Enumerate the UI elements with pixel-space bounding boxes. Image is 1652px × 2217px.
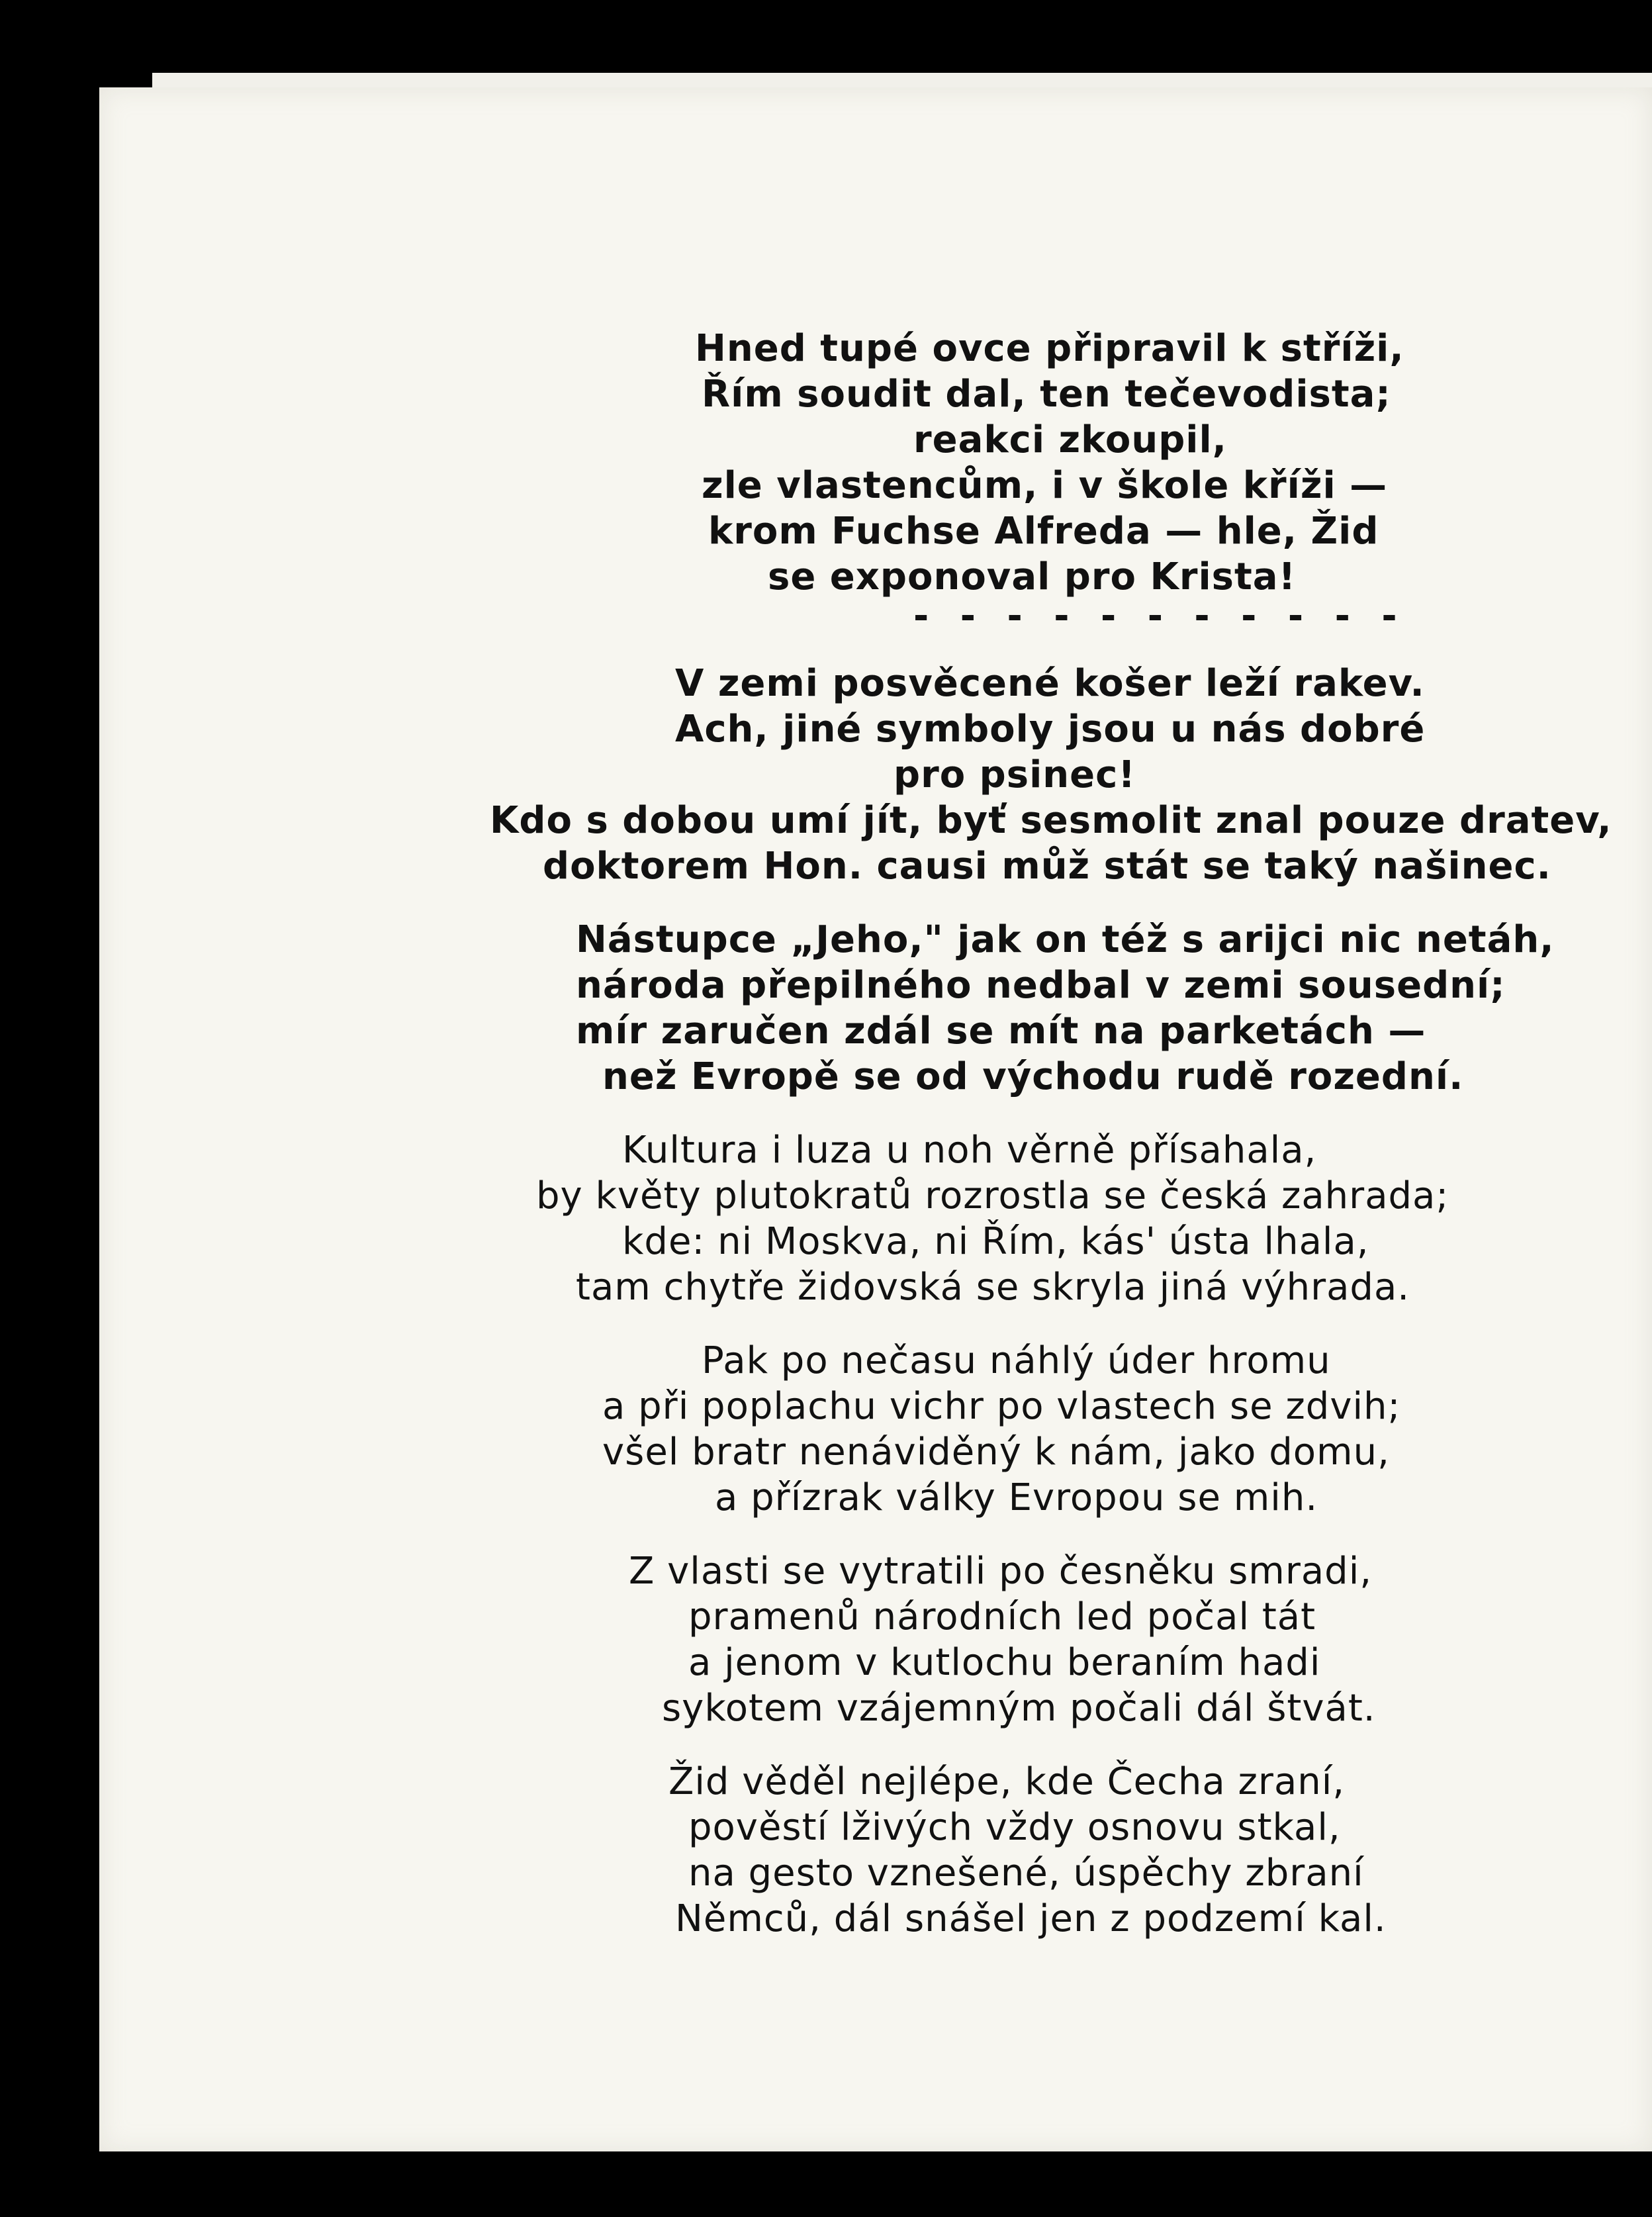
poem-line: na gesto vznešené, úspěchy zbraní bbox=[688, 1852, 1364, 1895]
poem-line: a jenom v kutlochu beraním hadi bbox=[688, 1641, 1321, 1684]
poem-line: Z vlasti se vytratili po česněku smradi, bbox=[629, 1550, 1373, 1593]
poem-line: a při poplachu vichr po vlastech se zdvih; bbox=[602, 1385, 1401, 1428]
poem bbox=[470, 326, 1652, 1969]
poem-line: mír zaručen zdál se mít na parketách — bbox=[576, 1010, 1426, 1053]
document-page bbox=[99, 87, 1652, 2151]
poem-line: pro psinec! bbox=[894, 753, 1136, 796]
poem-line: sykotem vzájemným počali dál štvát. bbox=[662, 1687, 1376, 1730]
stanza-6 bbox=[470, 1548, 1652, 1731]
poem-line: Němců, dál snášel jen z podzemí kal. bbox=[675, 1897, 1387, 1940]
poem-line: Kdo s dobou umí jít, byť sesmolit znal pouze dratev, bbox=[490, 799, 1612, 842]
poem-line: zle vlastencům, i v škole kříži — bbox=[702, 464, 1388, 507]
poem-line: pověstí lživých vždy osnovu stkal, bbox=[688, 1806, 1341, 1849]
poem-line: Žid věděl nejlépe, kde Čecha zraní, bbox=[668, 1760, 1346, 1803]
poem-line: V zemi posvěcené košer leží rakev. bbox=[675, 662, 1425, 705]
poem-line: všel bratr nenáviděný k nám, jako domu, bbox=[602, 1431, 1390, 1474]
poem-line: Nástupce „Jeho," jak on též s arijci nic netáh, bbox=[576, 918, 1555, 961]
poem-line: Řím soudit dal, ten tečevodista; bbox=[702, 373, 1391, 416]
poem-line: než Evropě se od východu rudě rozední. bbox=[602, 1055, 1464, 1098]
poem-line: by květy plutokratů rozrostla se česká zahrada; bbox=[536, 1174, 1449, 1217]
stanza-2 bbox=[470, 661, 1652, 889]
poem-line: tam chytře židovská se skryla jiná výhrada. bbox=[576, 1266, 1410, 1309]
poem-line: pramenů národních led počal tát bbox=[688, 1595, 1316, 1638]
separator-dots: - - - - - - - - - - - bbox=[913, 594, 1406, 637]
stanza-3 bbox=[470, 917, 1652, 1100]
poem-line: a přízrak války Evropou se mih. bbox=[715, 1476, 1318, 1519]
stanza-5 bbox=[470, 1338, 1652, 1521]
stanza-7 bbox=[470, 1759, 1652, 1942]
stanza-4 bbox=[470, 1127, 1652, 1310]
poem-line: kde: ni Moskva, ni Řím, kás' ústa lhala, bbox=[622, 1220, 1369, 1263]
stanza-1 bbox=[470, 326, 1652, 637]
poem-line: národa přepilného nedbal v zemi sousední; bbox=[576, 964, 1506, 1007]
poem-line: doktorem Hon. causi můž stát se taký našinec. bbox=[543, 845, 1551, 888]
poem-line: se exponoval pro Krista! bbox=[768, 555, 1297, 598]
poem-line: Kultura i luza u noh věrně přísahala, bbox=[622, 1129, 1317, 1172]
poem-line: krom Fuchse Alfreda — hle, Žid bbox=[708, 510, 1379, 553]
poem-line: Ach, jiné symboly jsou u nás dobré bbox=[675, 708, 1426, 751]
poem-line: reakci zkoupil, bbox=[913, 418, 1227, 461]
poem-line: Hned tupé ovce připravil k stříži, bbox=[695, 327, 1404, 370]
poem-line: Pak po nečasu náhlý úder hromu bbox=[702, 1339, 1331, 1382]
